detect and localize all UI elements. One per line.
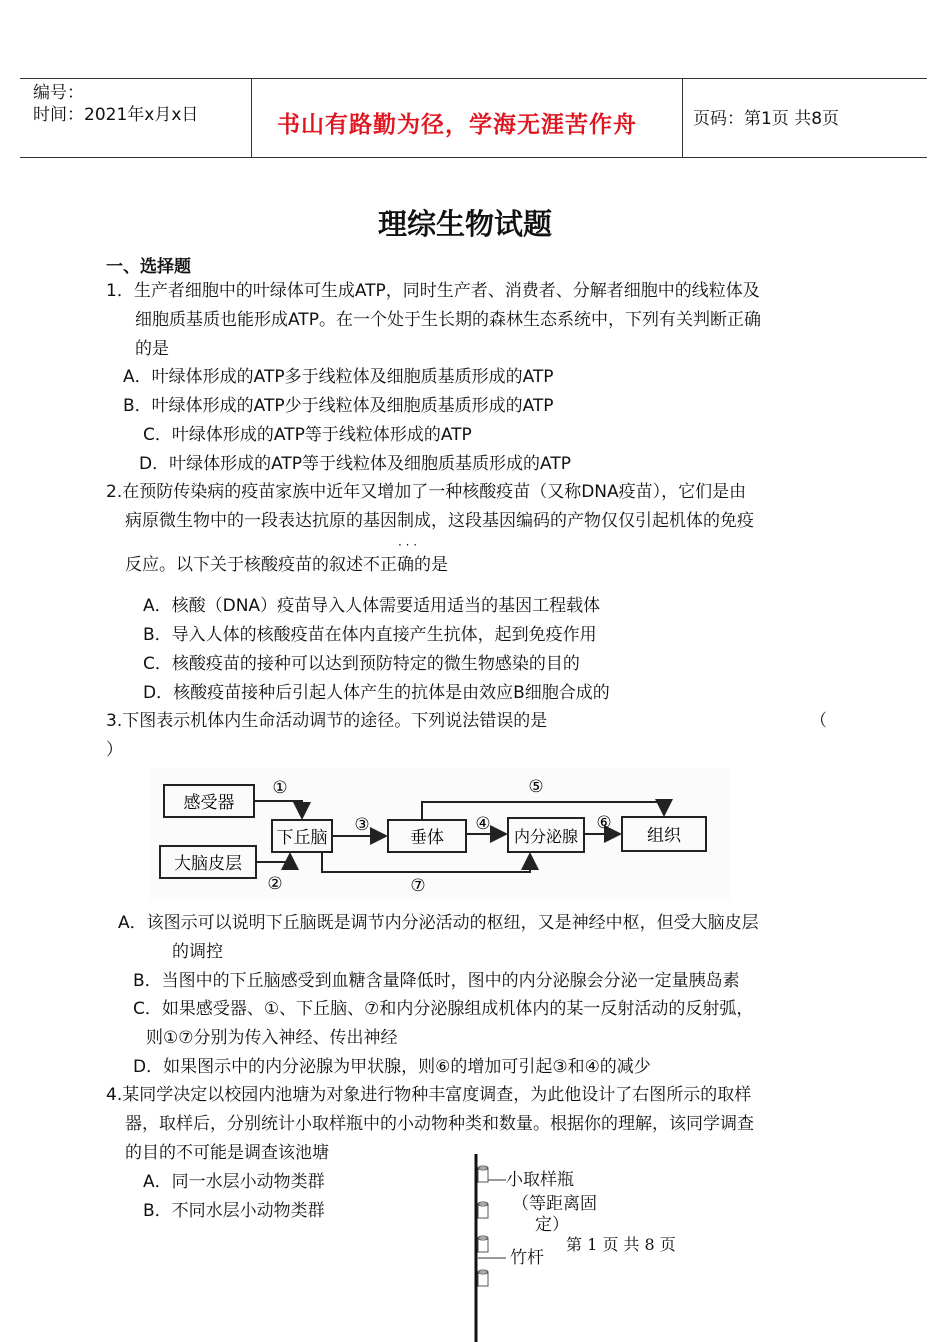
endocrine-gland-label: 内分泌腺	[513, 827, 579, 846]
motto: 书山有路勤为径，学海无涯苦作舟	[277, 112, 637, 138]
q1-stem-line: 的是	[135, 339, 169, 359]
q2-stem-line: 反应。以下关于核酸疫苗的叙述不正确的是	[125, 555, 448, 575]
sample-bottle	[478, 1202, 488, 1218]
q2-option-d: D．核酸疫苗接种后引起人体产生的抗体是由效应B细胞合成的	[143, 683, 610, 703]
q1-option-c: C．叶绿体形成的ATP等于线粒体形成的ATP	[143, 425, 472, 445]
pituitary-label: 垂体	[410, 828, 444, 848]
receptor-label: 感受器	[183, 793, 235, 813]
q2-option-b: B．导入人体的核酸疫苗在体内直接产生抗体，起到免疫作用	[143, 625, 597, 645]
arrow-2-label: ②	[267, 874, 283, 894]
page-code: 页码：第1页 共8页	[693, 109, 840, 129]
q4-option-b: B．不同水层小动物类群	[143, 1201, 325, 1221]
q3-option-b: B．当图中的下丘脑感受到血糖含量降低时，图中的内分泌腺会分泌一定量胰岛素	[133, 971, 740, 991]
hypothalamus-label: 下丘脑	[276, 828, 328, 848]
q1-stem-line: 细胞质基质也能形成ATP。在一个处于生长期的森林生态系统中，下列有关判断正确	[135, 310, 761, 330]
answer-paren-close: ）	[106, 740, 123, 760]
header-divider	[682, 79, 683, 157]
arrow-5-label: ⑤	[528, 777, 544, 797]
q3-option-c: C．如果感受器、①、下丘脑、⑦和内分泌腺组成机体内的某一反射活动的反射弧，	[133, 999, 754, 1019]
answer-paren-open: （	[810, 711, 827, 731]
sampler-distance-label: （等距离固	[512, 1194, 597, 1214]
sample-bottle	[478, 1236, 488, 1252]
q1-option-b: B．叶绿体形成的ATP少于线粒体及细胞质基质形成的ATP	[123, 396, 554, 416]
sample-bottle	[478, 1166, 488, 1182]
page-footer: 第 1 页 共 8 页	[566, 1235, 676, 1254]
q1-option-a: A．叶绿体形成的ATP多于线粒体及细胞质基质形成的ATP	[123, 367, 554, 387]
q2-option-c: C．核酸疫苗的接种可以达到预防特定的微生物感染的目的	[143, 654, 580, 674]
regulation-pathway-diagram	[150, 768, 730, 900]
q4-stem-line: 器，取样后，分别统计小取样瓶中的小动物种类和数量。根据你的理解，该同学调查	[125, 1114, 754, 1134]
page-title: 理综生物试题	[378, 207, 553, 241]
sampler-distance-label-cont: 定）	[535, 1215, 569, 1235]
tissue-label: 组织	[647, 826, 681, 846]
time-label: 时间：2021年x月x日	[33, 105, 199, 125]
q1-option-d: D．叶绿体形成的ATP等于线粒体及细胞质基质形成的ATP	[139, 454, 571, 474]
q2-stem-line: 病原微生物中的一段表达抗原的基因制成，这段基因编码的产物仅仅引起机体的免疫	[125, 511, 754, 531]
sampler-pole-label: 竹杆	[510, 1248, 544, 1268]
arrow-1-label: ①	[272, 778, 288, 798]
q2-stem-line: 2.在预防传染病的疫苗家族中近年又增加了一种核酸疫苗（又称DNA疫苗），它们是由	[106, 482, 747, 502]
cortex-label: 大脑皮层	[174, 854, 242, 874]
q3-stem: 3.下图表示机体内生命活动调节的途径。下列说法错误的是	[106, 711, 548, 731]
q1-stem-line: 1．生产者细胞中的叶绿体可生成ATP，同时生产者、消费者、分解者细胞中的线粒体及	[106, 281, 760, 301]
q2-option-a: A．核酸（DNA）疫苗导入人体需要适用适当的基因工程载体	[143, 596, 601, 616]
sampler-bottle-label: 小取样瓶	[506, 1170, 574, 1190]
emphasis-dots: · · ·	[398, 538, 418, 552]
number-label: 编号：	[33, 83, 84, 103]
q3-option-c-cont: 则①⑦分别为传入神经、传出神经	[146, 1028, 398, 1048]
arrow-7-label: ⑦	[410, 876, 426, 896]
q4-stem-line: 4.某同学决定以校园内池塘为对象进行物种丰富度调查，为此他设计了右图所示的取样	[106, 1085, 752, 1105]
q3-option-d: D．如果图示中的内分泌腺为甲状腺，则⑥的增加可引起③和④的减少	[133, 1057, 651, 1077]
arrow-6-label: ⑥	[596, 813, 612, 833]
arrow-3-label: ③	[354, 815, 370, 835]
q4-stem-line: 的目的不可能是调查该池塘	[125, 1143, 329, 1163]
q3-option-a: A．该图示可以说明下丘脑既是调节内分泌活动的枢纽，又是神经中枢，但受大脑皮层	[118, 913, 759, 933]
q4-option-a: A．同一水层小动物类群	[143, 1172, 325, 1192]
section-heading: 一、选择题	[106, 257, 191, 277]
sample-bottle	[478, 1270, 488, 1286]
arrow-4-label: ④	[475, 814, 491, 834]
q3-option-a-cont: 的调控	[172, 942, 223, 962]
header-divider	[251, 79, 252, 157]
sampler-diagram	[466, 1154, 506, 1342]
